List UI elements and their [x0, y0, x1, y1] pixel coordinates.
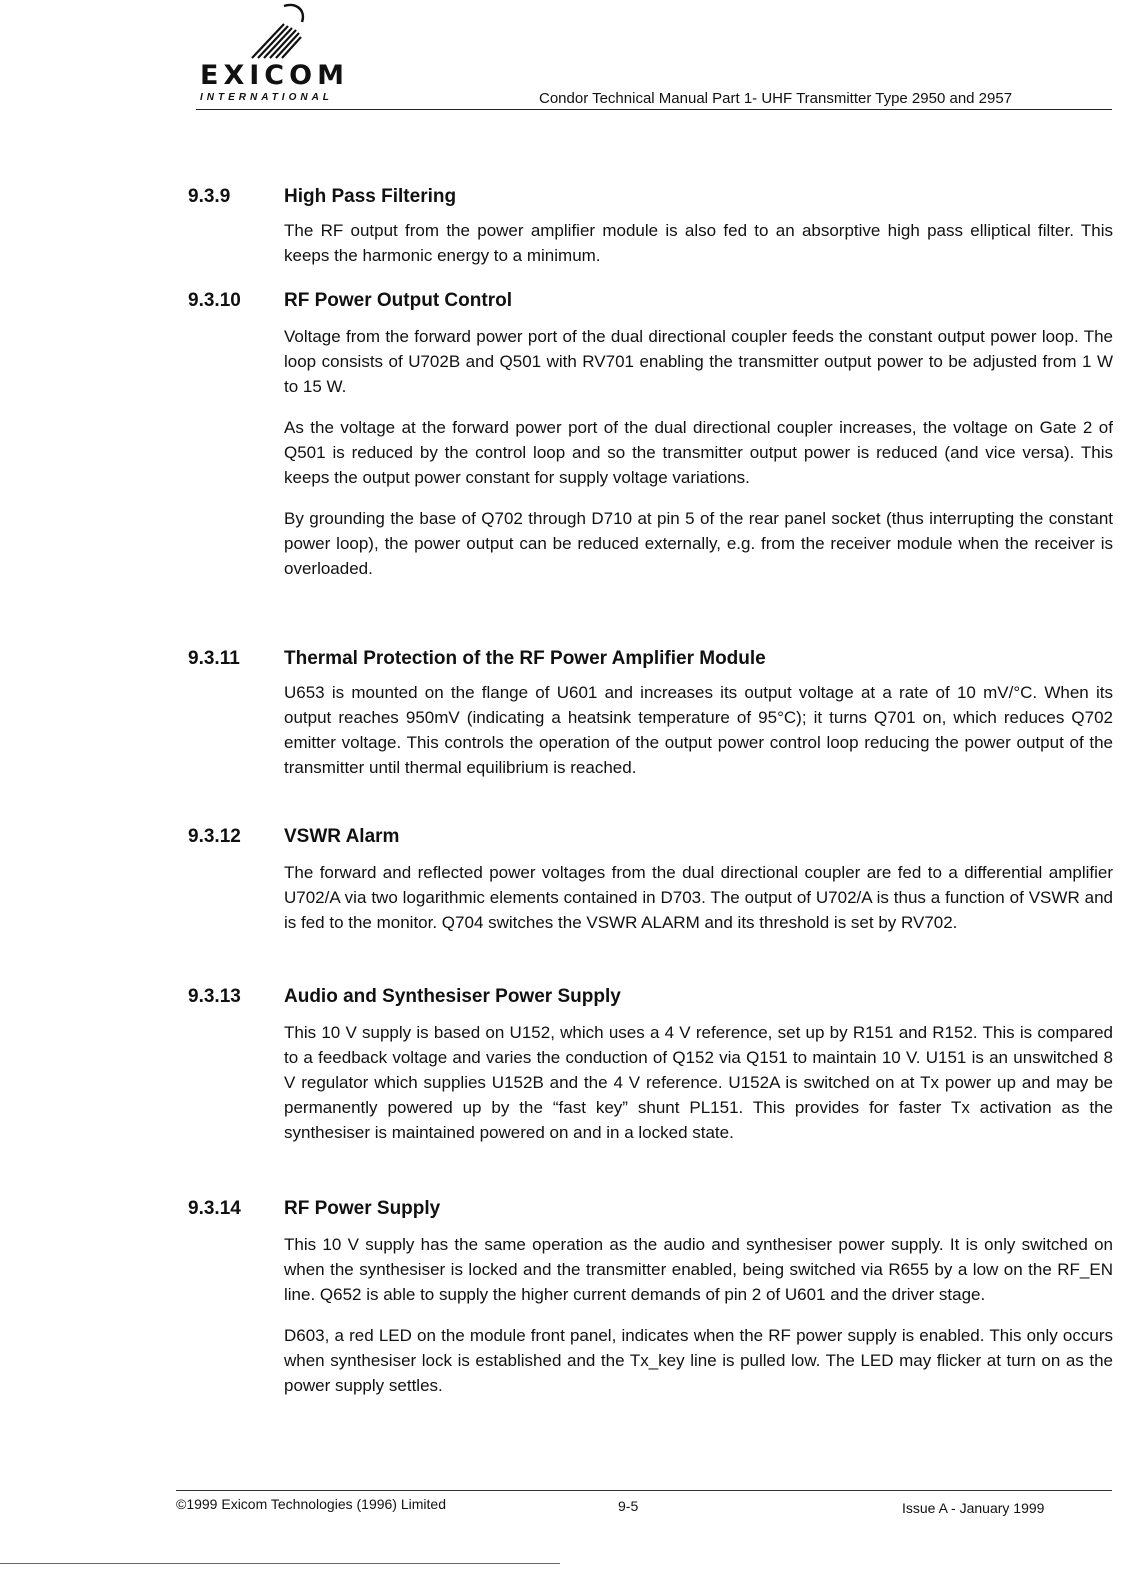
section-title: High Pass Filtering [284, 186, 457, 207]
paragraph: D603, a red LED on the module front panel, indicates when the RF power supply is enabled. This only occurs when synthesiser lock is established and the Tx_key line is pulled low. The LED may flicker at turn on as the power supply settles. [284, 1326, 1113, 1395]
section-number: 9.3.12 [188, 826, 241, 847]
manual-title: Condor Technical Manual Part 1- UHF Transmitter Type 2950 and 2957 [539, 90, 1013, 107]
section-number: 9.3.11 [188, 648, 240, 669]
paragraph: As the voltage at the forward power port of the dual directional coupler increases, the voltage on Gate 2 of Q501 is reduced by the control loop and so the transmitter output power is reduced (and vice versa). This keeps the output power constant for supply voltage variations. [284, 418, 1113, 487]
section-title: Thermal Protection of the RF Power Amplifier Module [284, 648, 766, 669]
section-title: RF Power Supply [284, 1198, 441, 1219]
paragraph: U653 is mounted on the flange of U601 and increases its output voltage at a rate of 10 mV/°C. When its output reaches 950mV (indicating a heatsink temperature of 95°C); it turns Q701 on, which reduces Q702 emitter voltage. This controls the operation of the output power control loop reducing the power output of the transmitter until thermal equilibrium is reached. [284, 683, 1113, 777]
paragraph: By grounding the base of Q702 through D710 at pin 5 of the rear panel socket (thus interrupting the constant power loop), the power output can be reduced externally, e.g. from the receiver module when the receiver is overloaded. [284, 509, 1113, 578]
page-number: 9-5 [618, 1498, 639, 1514]
paragraph: This 10 V supply has the same operation as the audio and synthesiser power supply. It is only switched on when the synthesiser is locked and the transmitter enabled, being switched via R655 by a low on the RF_EN line. Q652 is able to supply the higher current demands of pin 2 of U601 and the driver stage. [284, 1235, 1113, 1304]
paragraph: The forward and reflected power voltages from the dual directional coupler are fed to a differential amplifier U702/A via two logarithmic elements contained in D703. The output of U702/A is thus a function of VSWR and is fed to the monitor. Q704 switches the VSWR ALARM and its threshold is set by RV702. [284, 863, 1113, 932]
section-number: 9.3.9 [188, 186, 231, 207]
paragraph: This 10 V supply is based on U152, which uses a 4 V reference, set up by R151 and R152. This is compared to a feedback voltage and varies the conduction of Q152 via Q151 to maintain 10 V. U151 is an unswitched 8 V regulator which supplies U152B and the 4 V reference. U152A is switched on at Tx power up and may be permanently powered up by the “fast key” shunt PL151. This provides for faster Tx activation as the synthesiser is maintained powered on and in a locked state. [284, 1023, 1113, 1142]
scan-edge-line [0, 1563, 560, 1564]
section-number: 9.3.14 [188, 1198, 241, 1219]
footer-copyright: ©1999 Exicom Technologies (1996) Limited [176, 1496, 446, 1512]
footer-issue: Issue A - January 1999 [902, 1500, 1045, 1516]
section-title: Audio and Synthesiser Power Supply [284, 986, 621, 1007]
paragraph: The RF output from the power amplifier module is also fed to an absorptive high pass elliptical filter. This keeps the harmonic energy to a minimum. [284, 221, 1113, 265]
section-title: RF Power Output Control [284, 290, 512, 311]
footer-rule [176, 1490, 1112, 1491]
section-number: 9.3.10 [188, 290, 241, 311]
logo-wordmark: EXICOM [200, 60, 349, 91]
section-number: 9.3.13 [188, 986, 241, 1007]
section-title: VSWR Alarm [284, 826, 400, 847]
page-header [196, 0, 1112, 112]
paragraph: Voltage from the forward power port of the dual directional coupler feeds the constant output power loop. The loop consists of U702B and Q501 with RV701 enabling the transmitter output power to be adjusted from 1 W to 15 W. [284, 327, 1113, 396]
header-rule [196, 109, 1112, 110]
exicom-logo-icon [244, 2, 314, 62]
logo-subtitle: INTERNATIONAL [200, 92, 333, 103]
